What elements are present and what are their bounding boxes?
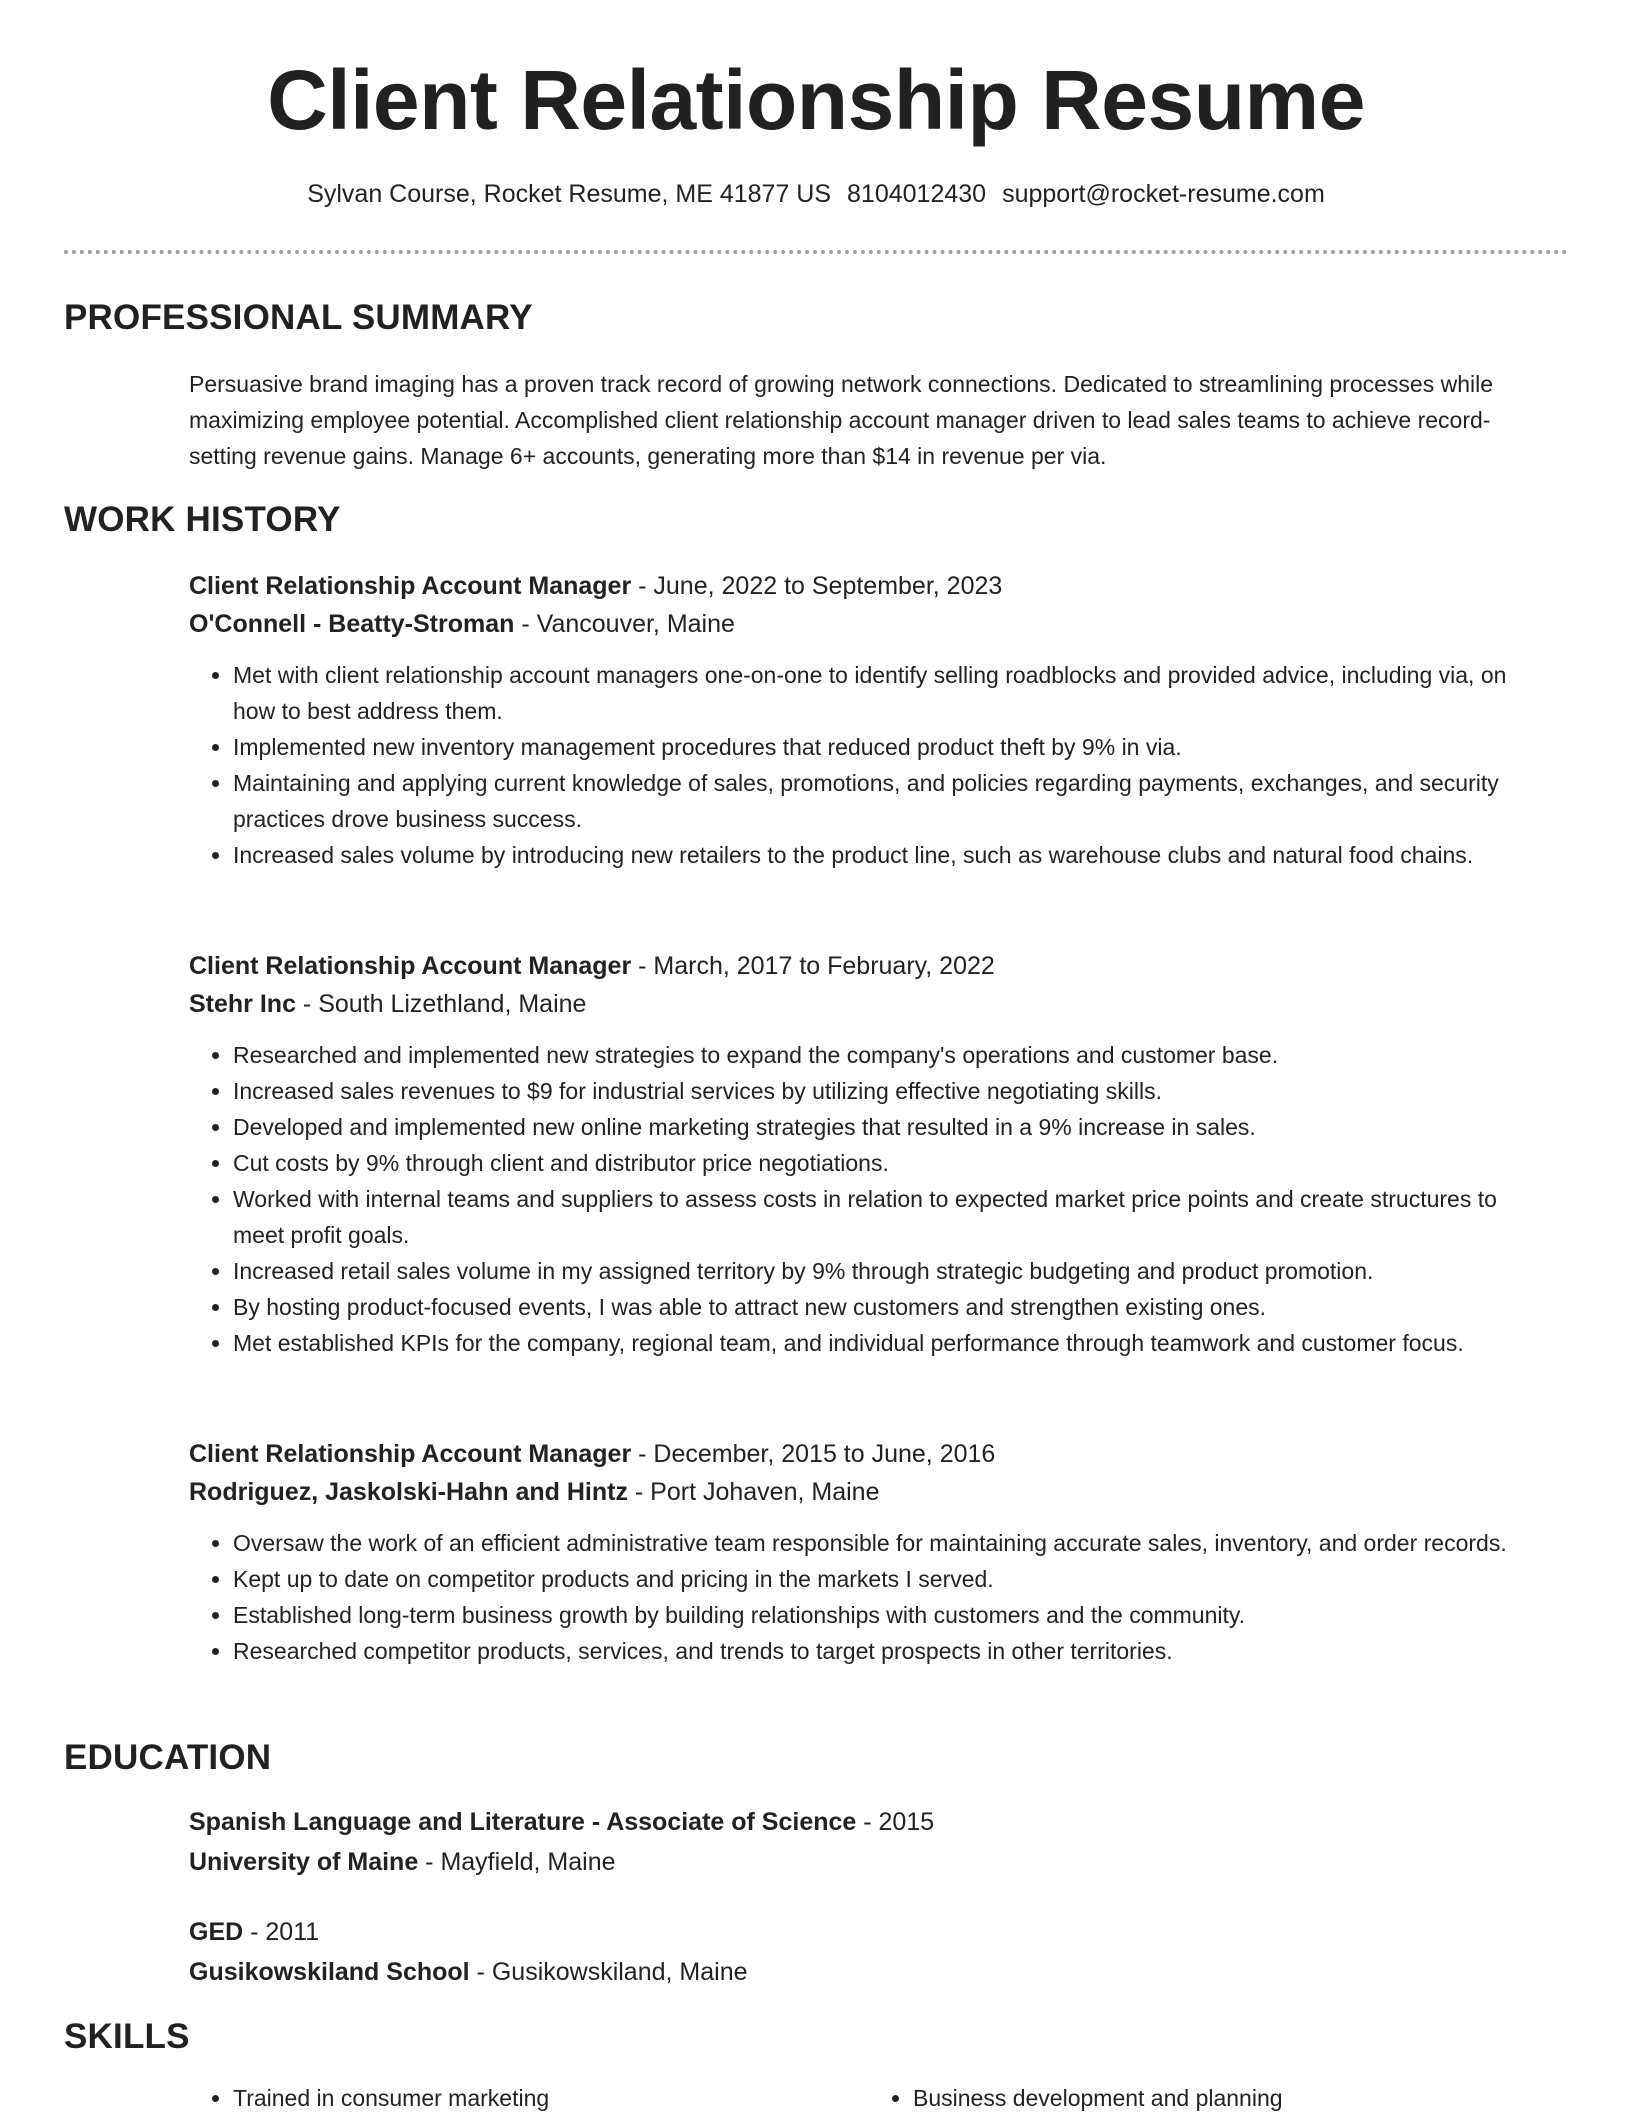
education-location: - Gusikowskiland, Maine: [469, 1958, 748, 1986]
job-bullet: • Researched competitor products, services, and trends to target prospects in other territories.: [233, 1633, 1549, 1669]
job-title-line: [189, 1435, 1549, 1473]
education-year: - 2015: [856, 1808, 935, 1836]
education-degree: Spanish Language and Literature - Associate of Science: [189, 1808, 857, 1836]
education-school: University of Maine: [189, 1848, 419, 1876]
job-bullet: • Maintaining and applying current knowledge of sales, promotions, and policies regarding payments, exchanges, and security practices drove business success.: [233, 765, 1549, 837]
job-bullet: • Increased sales revenues to $9 for industrial services by utilizing effective negotiating skills.: [233, 1073, 1549, 1109]
education-year: - 2011: [243, 1918, 320, 1946]
job-bullet: • Increased retail sales volume in my assigned territory by 9% through strategic budgeting and product promotion.: [233, 1253, 1549, 1289]
education-degree-line: [189, 1913, 1549, 1951]
summary-text: Persuasive brand imaging has a proven track record of growing network connections. Dedicated to streamlining processes while maximizing employee potential. Accomplished client relationship account manager driven to lead sales teams to achieve record-setting revenue gains. Manage 6+ accounts, generating more than $14 in revenue per via.: [189, 371, 1494, 469]
contact-phone: 8104012430: [847, 180, 987, 208]
education-degree: GED: [189, 1918, 244, 1946]
job-bullet: • Cut costs by 9% through client and distributor price negotiations.: [233, 1145, 1549, 1181]
job-bullet: • Worked with internal teams and suppliers to assess costs in relation to expected market price points and create structures to meet profit goals.: [233, 1181, 1549, 1253]
header-divider: [64, 250, 1568, 254]
job-bullets: [189, 1037, 1549, 1361]
section-heading-education: EDUCATION: [64, 1738, 272, 1777]
skill-item: • Business development and planning: [913, 2080, 1549, 2116]
job-dates: - December, 2015 to June, 2016: [631, 1440, 996, 1468]
resume-title: Client Relationship Resume: [267, 53, 1365, 147]
skill-item: • Trained in consumer marketing: [233, 2080, 869, 2116]
job-company: O'Connell - Beatty-Stroman: [189, 610, 515, 638]
education-school-line: [189, 1843, 1549, 1881]
skills-column-left: [189, 2080, 869, 2116]
job-title-line: [189, 947, 1549, 985]
job-entry: [189, 1435, 1549, 1669]
job-title-line: [189, 567, 1549, 605]
job-location: - Vancouver, Maine: [514, 610, 735, 638]
education-location: - Mayfield, Maine: [418, 1848, 616, 1876]
job-company-line: [189, 1473, 1549, 1511]
job-title: Client Relationship Account Manager: [189, 952, 632, 980]
job-dates: - March, 2017 to February, 2022: [631, 952, 995, 980]
job-title: Client Relationship Account Manager: [189, 572, 632, 600]
job-bullet: • Established long-term business growth by building relationships with customers and the community.: [233, 1597, 1549, 1633]
job-entry: [189, 947, 1549, 1361]
job-bullets: [189, 657, 1549, 873]
job-location: - Port Johaven, Maine: [627, 1478, 880, 1506]
section-heading-work: WORK HISTORY: [64, 500, 341, 539]
job-bullet: • Met established KPIs for the company, regional team, and individual performance through teamwork and customer focus.: [233, 1325, 1549, 1361]
job-bullet: • Kept up to date on competitor products and pricing in the markets I served.: [233, 1561, 1549, 1597]
job-bullet: • Increased sales volume by introducing new retailers to the product line, such as warehouse clubs and natural food chains.: [233, 837, 1549, 873]
job-bullet: • Met with client relationship account managers one-on-one to identify selling roadblocks and provided advice, including via, on how to best address them.: [233, 657, 1549, 729]
job-bullets: [189, 1525, 1549, 1669]
job-dates: - June, 2022 to September, 2023: [631, 572, 1003, 600]
job-company-line: [189, 605, 1549, 643]
education-entry: [189, 1913, 1549, 1991]
job-title: Client Relationship Account Manager: [189, 1440, 632, 1468]
section-heading-skills: SKILLS: [64, 2017, 190, 2056]
education-entry: [189, 1803, 1549, 1881]
skills-list: [189, 2080, 1549, 2116]
job-company: Stehr Inc: [189, 990, 296, 1018]
job-location: - South Lizethland, Maine: [295, 990, 587, 1018]
section-heading-summary: PROFESSIONAL SUMMARY: [64, 298, 533, 337]
education-school: Gusikowskiland School: [189, 1958, 470, 1986]
job-entry: [189, 567, 1549, 873]
contact-address: Sylvan Course, Rocket Resume, ME 41877 US: [307, 180, 832, 208]
job-company-line: [189, 985, 1549, 1023]
job-bullet: • Researched and implemented new strategies to expand the company's operations and customer base.: [233, 1037, 1549, 1073]
job-bullet: • Implemented new inventory management procedures that reduced product theft by 9% in via.: [233, 729, 1549, 765]
job-bullet: • By hosting product-focused events, I was able to attract new customers and strengthen existing ones.: [233, 1289, 1549, 1325]
contact-email[interactable]: support@rocket-resume.com: [1002, 180, 1325, 208]
education-school-line: [189, 1953, 1549, 1991]
skills-column-right: [869, 2080, 1549, 2116]
education-degree-line: [189, 1803, 1549, 1841]
contact-line: [0, 180, 1632, 209]
job-company: Rodriguez, Jaskolski-Hahn and Hintz: [189, 1478, 628, 1506]
job-bullet: • Developed and implemented new online marketing strategies that resulted in a 9% increase in sales.: [233, 1109, 1549, 1145]
job-bullet: • Oversaw the work of an efficient administrative team responsible for maintaining accurate sales, inventory, and order records.: [233, 1525, 1549, 1561]
